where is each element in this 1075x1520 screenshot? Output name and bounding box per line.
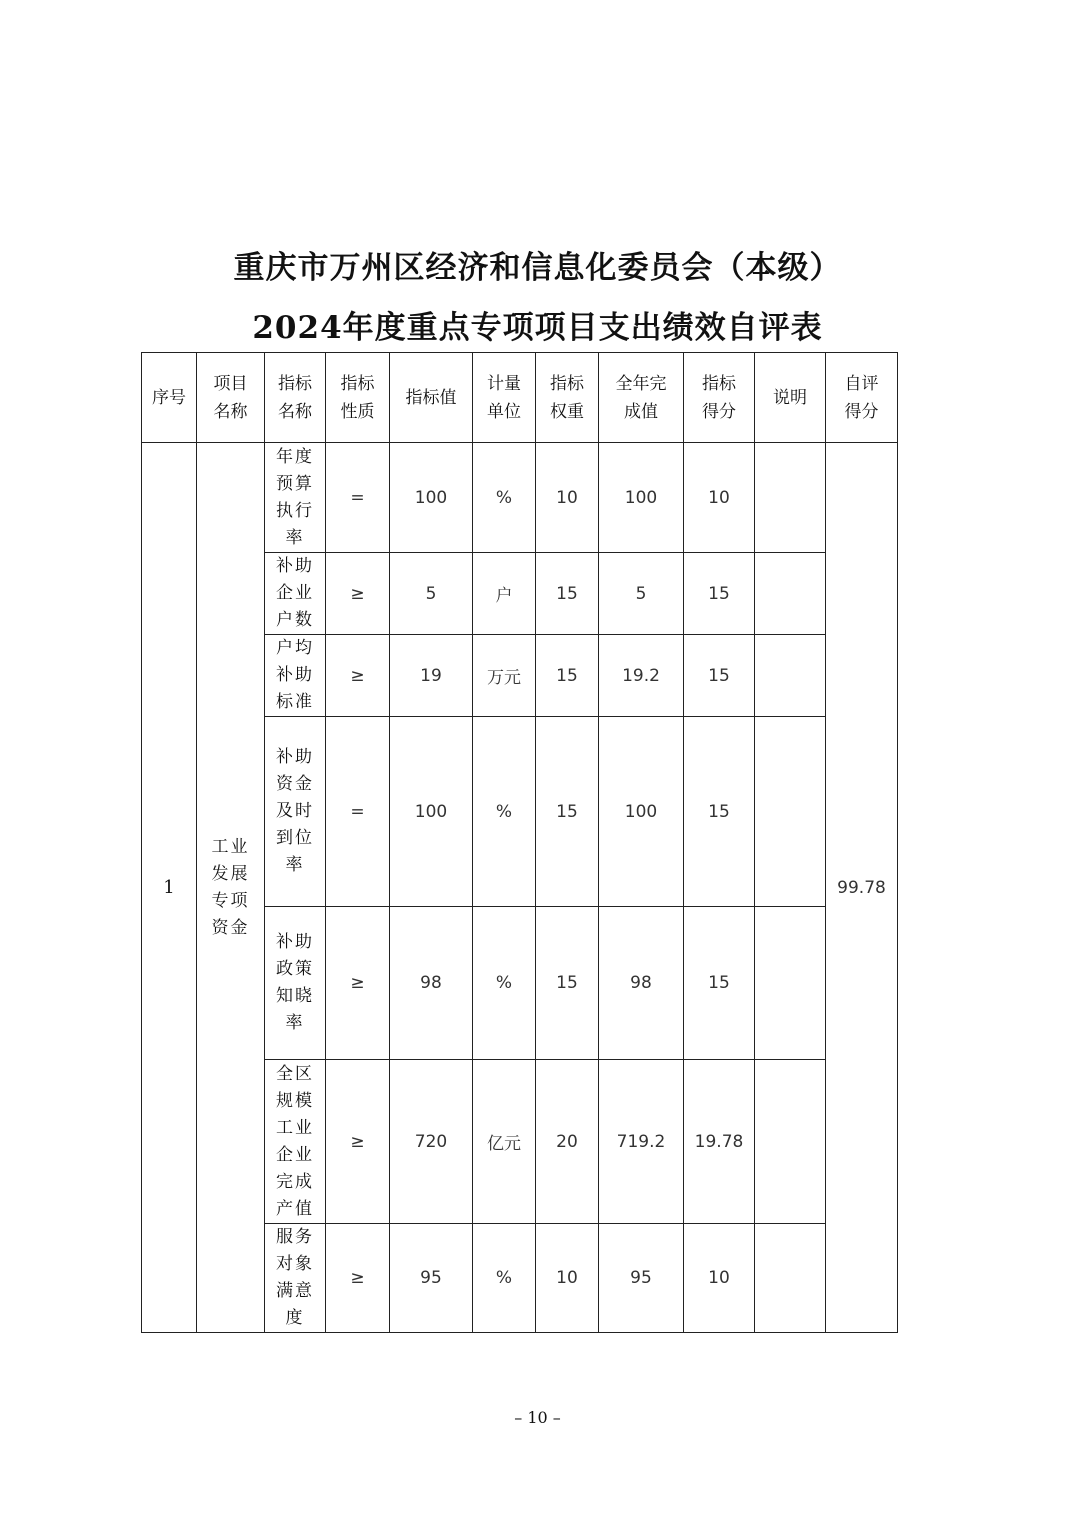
indicator-value: 100 <box>390 443 473 553</box>
indicator-note <box>755 1060 826 1224</box>
indicator-value: 720 <box>390 1060 473 1224</box>
indicator-note <box>755 1224 826 1333</box>
header-cell: 序号 <box>142 353 197 443</box>
indicator-value: 19 <box>390 635 473 717</box>
header-cell: 指标性质 <box>326 353 390 443</box>
indicator-weight: 20 <box>536 1060 599 1224</box>
table-row <box>142 443 898 553</box>
page-number: – 10 – <box>514 1408 561 1427</box>
indicator-name: 补助资金及时到位率 <box>265 717 326 907</box>
indicator-note <box>755 635 826 717</box>
indicator-unit: 户 <box>473 553 536 635</box>
indicator-score: 10 <box>684 443 755 553</box>
indicator-nature: ≥ <box>326 553 390 635</box>
indicator-actual: 95 <box>599 1224 684 1333</box>
indicator-name: 户均补助标准 <box>265 635 326 717</box>
indicator-score: 15 <box>684 635 755 717</box>
indicator-actual: 98 <box>599 907 684 1060</box>
indicator-weight: 15 <box>536 907 599 1060</box>
indicator-name: 年度预算执行率 <box>265 443 326 553</box>
indicator-actual: 19.2 <box>599 635 684 717</box>
header-cell: 指标名称 <box>265 353 326 443</box>
indicator-nature: ≥ <box>326 907 390 1060</box>
indicator-weight: 15 <box>536 717 599 907</box>
indicator-name: 补助政策知晓率 <box>265 907 326 1060</box>
indicator-weight: 10 <box>536 443 599 553</box>
header-cell: 指标值 <box>390 353 473 443</box>
indicator-note <box>755 717 826 907</box>
indicator-unit: % <box>473 1224 536 1333</box>
indicator-unit: 亿元 <box>473 1060 536 1224</box>
indicator-name: 服务对象满意度 <box>265 1224 326 1333</box>
header-row <box>142 353 898 443</box>
header-cell: 全年完成值 <box>599 353 684 443</box>
indicator-actual: 100 <box>599 717 684 907</box>
indicator-value: 98 <box>390 907 473 1060</box>
self-score-cell: 99.78 <box>826 443 898 1333</box>
indicator-unit: 万元 <box>473 635 536 717</box>
seq-cell: 1 <box>142 443 197 1333</box>
indicator-value: 95 <box>390 1224 473 1333</box>
indicator-actual: 5 <box>599 553 684 635</box>
indicator-unit: % <box>473 907 536 1060</box>
indicator-weight: 15 <box>536 553 599 635</box>
indicator-name: 补助企业户数 <box>265 553 326 635</box>
indicator-nature: ≥ <box>326 1060 390 1224</box>
indicator-score: 19.78 <box>684 1060 755 1224</box>
indicator-unit: % <box>473 443 536 553</box>
document-title-line-2: 2024年度重点专项项目支出绩效自评表 <box>252 310 823 346</box>
indicator-note <box>755 907 826 1060</box>
indicator-note <box>755 553 826 635</box>
header-cell: 指标权重 <box>536 353 599 443</box>
indicator-weight: 10 <box>536 1224 599 1333</box>
indicator-weight: 15 <box>536 635 599 717</box>
indicator-name: 全区规模工业企业完成产值 <box>265 1060 326 1224</box>
indicator-actual: 100 <box>599 443 684 553</box>
indicator-actual: 719.2 <box>599 1060 684 1224</box>
indicator-value: 100 <box>390 717 473 907</box>
indicator-score: 15 <box>684 717 755 907</box>
indicator-score: 15 <box>684 553 755 635</box>
indicator-score: 15 <box>684 907 755 1060</box>
indicator-value: 5 <box>390 553 473 635</box>
indicator-score: 10 <box>684 1224 755 1333</box>
indicator-note <box>755 443 826 553</box>
indicator-nature: ≥ <box>326 1224 390 1333</box>
project-name-cell: 工业发展专项资金 <box>197 443 265 1333</box>
indicator-nature: ≥ <box>326 635 390 717</box>
indicator-nature: = <box>326 443 390 553</box>
performance-table <box>141 352 898 1333</box>
header-cell: 指标得分 <box>684 353 755 443</box>
header-cell: 项目名称 <box>197 353 265 443</box>
indicator-unit: % <box>473 717 536 907</box>
header-cell: 说明 <box>755 353 826 443</box>
indicator-nature: = <box>326 717 390 907</box>
header-cell: 计量单位 <box>473 353 536 443</box>
header-cell: 自评得分 <box>826 353 898 443</box>
document-title-line-1: 重庆市万州区经济和信息化委员会（本级） <box>233 250 842 286</box>
